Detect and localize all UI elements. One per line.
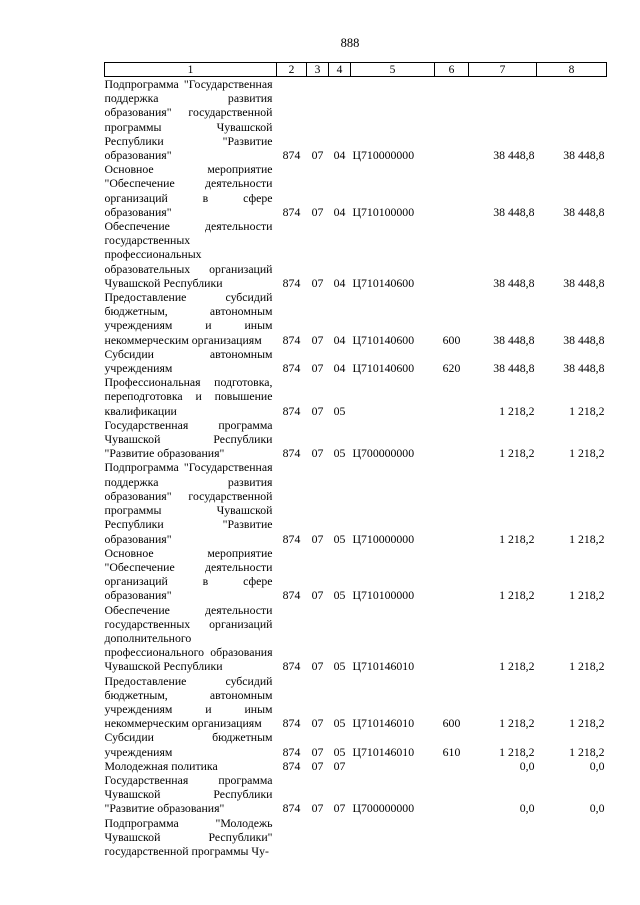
cell-ministry: 874 [282,275,301,290]
cell-ministry: 874 [282,801,301,816]
cell-section: 07 [311,588,324,603]
column-header: 6 [435,63,469,77]
cell-section: 07 [311,716,324,731]
cell-subsection: 05 [333,659,346,674]
cell-expense-type [435,603,469,674]
cell-amount-year2: 0,0 [589,801,605,816]
cell-target-code: Ц710140600 [352,275,415,290]
cell-target-code: Ц700000000 [352,446,415,461]
cell-section: 07 [311,148,324,163]
cell-subsection: 05 [333,403,346,418]
cell-subsection: 07 [333,758,346,773]
table-row [105,290,607,347]
cell-target-code: Ц710140600 [352,332,415,347]
table-row [105,460,607,545]
cell-amount-year1: 38 448,8 [493,148,535,163]
column-header: 8 [537,63,607,77]
cell-amount-year2: 38 448,8 [563,275,605,290]
cell-ministry: 874 [282,716,301,731]
cell-expense-type [435,759,469,773]
cell-target-code: Ц710140600 [352,361,415,376]
row-name: Профессиональная подготовка, переподготовка и повышение квалификации [104,375,273,418]
cell-ministry: 874 [282,744,301,759]
cell-target-code: Ц700000000 [352,801,415,816]
cell-ministry [277,816,307,859]
cell-amount-year1: 0,0 [519,758,535,773]
cell-expense-type [435,773,469,816]
cell-subsection: 05 [333,588,346,603]
cell-subsection: 04 [333,361,346,376]
cell-amount-year2: 1 218,2 [569,446,605,461]
cell-amount-year1: 38 448,8 [493,361,535,376]
cell-target-code: Ц710146010 [352,716,415,731]
cell-section: 07 [311,531,324,546]
column-header: 7 [469,63,537,77]
cell-expense-type [435,375,469,418]
cell-subsection: 05 [333,744,346,759]
cell-expense-type [435,816,469,859]
cell-target-code: Ц710100000 [352,588,415,603]
cell-amount-year1: 1 218,2 [499,446,535,461]
cell-target-code: Ц710000000 [352,531,415,546]
column-header: 2 [277,63,307,77]
cell-subsection: 05 [333,531,346,546]
cell-ministry: 874 [282,531,301,546]
cell-section: 07 [311,403,324,418]
cell-amount-year2: 38 448,8 [563,148,605,163]
cell-expense-type [435,418,469,461]
cell-amount-year2: 1 218,2 [569,744,605,759]
cell-ministry: 874 [282,361,301,376]
cell-amount-year1: 38 448,8 [493,332,535,347]
cell-ministry: 874 [282,659,301,674]
cell-ministry: 874 [282,204,301,219]
table-row [105,162,607,219]
cell-section: 07 [311,744,324,759]
cell-target-code [351,375,435,418]
cell-section: 07 [311,361,324,376]
column-header: 3 [307,63,329,77]
row-name: Подпрограмма "Молодежь Чувашской Республики" государственной программы Чу- [104,815,273,858]
cell-section: 07 [311,801,324,816]
table-row [105,816,607,859]
row-name: Обеспечение деятельности государственных профессиональных образовательных организаций Чувашской Республики [104,219,273,290]
row-name: Субсидии бюджетным учреждениям [104,730,273,759]
cell-target-code [351,816,435,859]
cell-amount-year1: 1 218,2 [499,588,535,603]
cell-target-code [351,759,435,773]
table-row [105,674,607,731]
cell-amount-year2: 1 218,2 [569,659,605,674]
cell-expense-type: 600 [442,716,461,731]
table-row [105,347,607,375]
row-name: Подпрограмма "Государственная поддержка развития образования" государственной программы Чувашской Республики "Развитие образования" [104,77,273,163]
budget-table [104,62,607,858]
table-row [105,546,607,603]
cell-expense-type [435,77,469,163]
cell-amount-year1 [469,816,537,859]
column-header: 4 [329,63,351,77]
cell-amount-year1: 0,0 [519,801,535,816]
cell-section: 07 [311,758,324,773]
cell-amount-year1: 38 448,8 [493,275,535,290]
cell-amount-year1: 1 218,2 [499,716,535,731]
cell-amount-year2: 0,0 [589,758,605,773]
cell-amount-year2: 1 218,2 [569,588,605,603]
row-name: Обеспечение деятельности государственных организаций дополнительного профессионального образования Чувашской Республики [104,602,273,674]
row-name: Предоставление субсидий бюджетным, автономным учреждениям и иным некоммерческим организациям [104,673,273,731]
cell-section [307,816,329,859]
cell-section: 07 [311,204,324,219]
cell-expense-type: 620 [442,361,461,376]
cell-amount-year1: 1 218,2 [499,744,535,759]
column-header: 1 [105,63,277,77]
cell-section: 07 [311,659,324,674]
row-name: Государственная программа Чувашской Республики "Развитие образования" [104,772,273,816]
cell-amount-year1: 1 218,2 [499,659,535,674]
cell-expense-type [435,219,469,290]
cell-expense-type: 600 [442,332,461,347]
cell-amount-year2: 38 448,8 [563,332,605,347]
cell-expense-type [435,162,469,219]
cell-section: 07 [311,446,324,461]
cell-section: 07 [311,332,324,347]
table-row [105,730,607,758]
table-row [105,759,607,773]
cell-amount-year2 [537,816,607,859]
cell-target-code: Ц710100000 [352,204,415,219]
cell-subsection: 05 [333,446,346,461]
cell-expense-type [435,460,469,545]
cell-ministry: 874 [282,758,301,773]
cell-subsection [329,816,351,859]
table-row [105,219,607,290]
row-name: Подпрограмма "Государственная поддержка развития образования" государственной программы Чувашской Республики "Развитие образования" [104,460,273,546]
cell-target-code: Ц710146010 [352,659,415,674]
cell-amount-year1: 38 448,8 [493,204,535,219]
cell-subsection: 05 [333,716,346,731]
cell-subsection: 07 [333,801,346,816]
table-row [105,773,607,816]
row-name: Основное мероприятие "Обеспечение деятельности организаций в сфере образования" [104,545,273,603]
cell-ministry: 874 [282,446,301,461]
cell-amount-year2: 1 218,2 [569,403,605,418]
cell-ministry: 874 [282,588,301,603]
cell-amount-year2: 38 448,8 [563,361,605,376]
cell-subsection: 04 [333,275,346,290]
cell-subsection: 04 [333,204,346,219]
cell-expense-type [435,546,469,603]
cell-target-code: Ц710146010 [352,744,415,759]
cell-amount-year2: 1 218,2 [569,531,605,546]
row-name: Основное мероприятие "Обеспечение деятельности организаций в сфере образования" [104,162,273,219]
cell-subsection: 04 [333,148,346,163]
column-header: 5 [351,63,435,77]
cell-target-code: Ц710000000 [352,148,415,163]
table-row [105,77,607,163]
page-number: 888 [340,36,360,50]
cell-amount-year2: 38 448,8 [563,204,605,219]
cell-section: 07 [311,275,324,290]
cell-subsection: 04 [333,332,346,347]
row-name: Молодежная политика [104,758,218,773]
cell-amount-year1: 1 218,2 [499,403,535,418]
table-row [105,603,607,674]
row-name: Предоставление субсидий бюджетным, автономным учреждениям и иным некоммерческим организациям [104,290,273,347]
table-header-row [105,63,607,77]
cell-amount-year1: 1 218,2 [499,531,535,546]
row-name: Субсидии автономным учреждениям [104,346,273,376]
cell-ministry: 874 [282,148,301,163]
table-body [105,77,607,859]
table-row [105,418,607,461]
cell-expense-type: 610 [442,744,461,759]
cell-ministry: 874 [282,403,301,418]
row-name: Государственная программа Чувашской Республики "Развитие образования" [104,417,273,461]
cell-amount-year2: 1 218,2 [569,716,605,731]
cell-ministry: 874 [282,332,301,347]
table-row [105,375,607,418]
